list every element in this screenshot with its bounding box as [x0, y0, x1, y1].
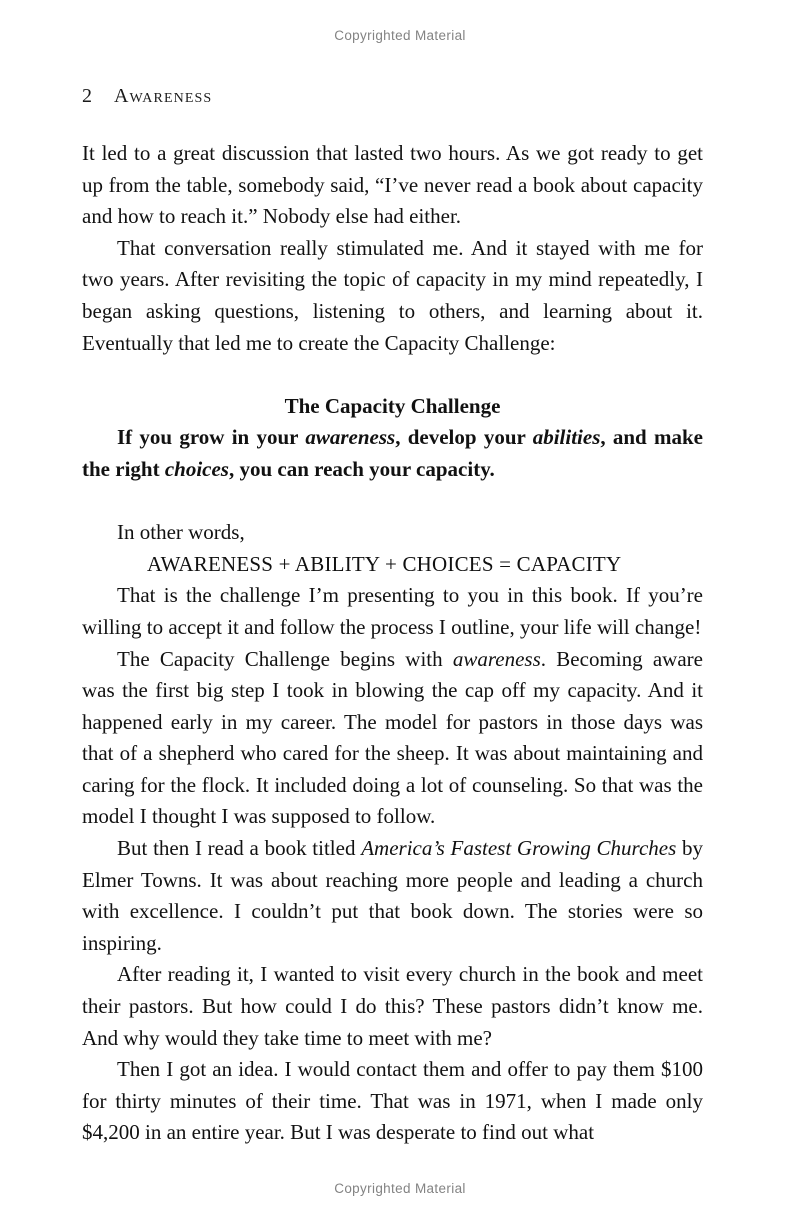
- paragraph-3: In other words,: [117, 520, 245, 545]
- challenge-heading: The Capacity Challenge: [284, 393, 501, 418]
- challenge-text-part-3: , and make the right: [82, 425, 703, 481]
- copyright-watermark-top: Copyrighted Material: [334, 28, 466, 43]
- challenge-text-part-1: If you grow in your: [117, 425, 306, 450]
- capacity-equation: AWARENESS + ABILITY + CHOICES = CAPACITY: [147, 551, 622, 576]
- paragraph-6: [82, 833, 703, 959]
- paragraph-8: Then I got an idea. I would contact them and offer to pay them $100 for thirty minutes of their time. That was in 1971, when I made only $4,200 in an entire year. But I was desperate to find out what: [82, 1057, 703, 1145]
- paragraph-5-part-1: The Capacity Challenge begins with: [117, 646, 453, 671]
- challenge-emphasis-awareness: awareness: [305, 425, 396, 450]
- chapter-title: Awareness: [114, 85, 213, 107]
- paragraph-2: That conversation really stimulated me. And it stayed with me for two years. After revisiting the topic of capacity in my mind repeatedly, I began asking questions, listening to others, and learning about it. Eventually that led me to create the Capacity Challenge:: [82, 235, 703, 355]
- paragraph-6-part-1: But then I read a book titled: [117, 836, 362, 861]
- challenge-text-part-4: , you can reach your capacity.: [228, 456, 495, 481]
- body-text-column: [82, 138, 703, 1149]
- spacer-after-challenge: [82, 486, 703, 518]
- paragraph-5: [82, 644, 703, 834]
- copyright-watermark-bottom: Copyrighted Material: [334, 1181, 466, 1196]
- book-title-americas-fastest-growing-churches: America’s Fastest Growing Churches: [361, 836, 677, 861]
- spacer-before-challenge: [82, 359, 703, 391]
- paragraph-6-part-2: by Elmer Towns. It was about reaching more people and leading a church with excellence. I couldn’t put that book down. The stories were so inspiring.: [82, 836, 703, 955]
- paragraph-5-part-2: . Becoming aware was the first big step I took in blowing the cap off my capacity. And it happened early in my career. The model for pastors in those days was that of a shepherd who cared for the sheep. It was about maintaining and caring for the flock. It included doing a lot of counseling. So that was the model I thought I was supposed to follow.: [82, 646, 703, 829]
- paragraph-7: After reading it, I wanted to visit every church in the book and meet their pastors. But how could I do this? These pastors didn’t know me. And why would they take time to meet with me?: [82, 962, 703, 1050]
- paragraph-1: It led to a great discussion that lasted two hours. As we got ready to get up from the table, somebody said, “I’ve never read a book about capacity and how to reach it.” Nobody else had either.: [82, 141, 703, 229]
- running-head: [82, 85, 212, 108]
- paragraph-5-emphasis-awareness: awareness: [452, 646, 541, 671]
- challenge-emphasis-abilities: abilities: [532, 425, 601, 450]
- challenge-emphasis-choices: choices: [164, 456, 229, 481]
- page-number: 2: [82, 85, 92, 107]
- challenge-statement: [82, 422, 703, 485]
- challenge-text-part-2: , develop your: [395, 425, 533, 450]
- paragraph-4: That is the challenge I’m presenting to you in this book. If you’re willing to accept it and follow the process I outline, your life will change!: [82, 583, 703, 639]
